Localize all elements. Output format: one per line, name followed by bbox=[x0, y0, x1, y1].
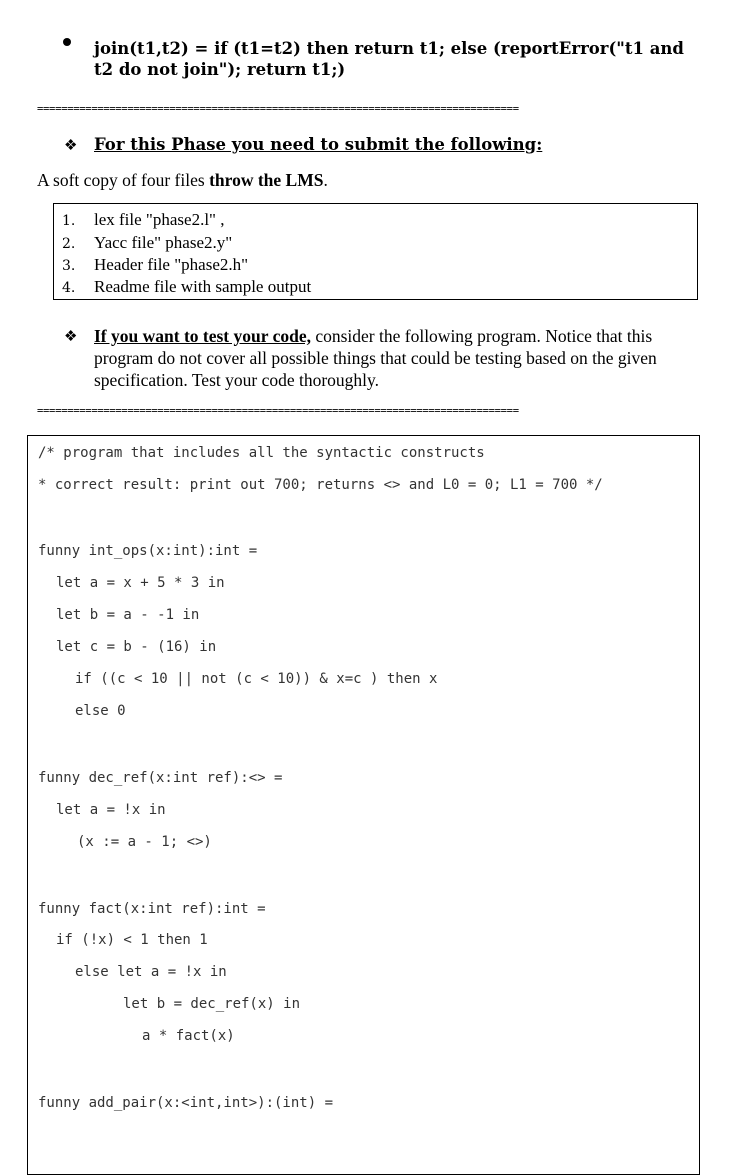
code-line: let c = b - (16) in bbox=[56, 639, 217, 655]
code-line: let a = x + 5 * 3 in bbox=[56, 575, 225, 591]
list-number: 1. bbox=[62, 213, 76, 229]
code-line: if ((c < 10 || not (c < 10)) & x=c ) then x bbox=[75, 671, 438, 687]
list-number: 3. bbox=[62, 258, 76, 274]
code-line: * correct result: print out 700; returns <> and L0 = 0; L1 = 700 */ bbox=[38, 477, 603, 493]
separator-rule: ================================================================================ bbox=[37, 103, 519, 115]
list-text: lex file "phase2.l" , bbox=[94, 210, 225, 229]
code-line: else let a = !x in bbox=[75, 964, 227, 980]
list-item bbox=[62, 255, 248, 276]
code-line: a * fact(x) bbox=[142, 1028, 235, 1044]
code-line: let b = dec_ref(x) in bbox=[123, 996, 301, 1012]
phase-heading: For this Phase you need to submit the following: bbox=[94, 135, 543, 154]
list-text: Readme file with sample output bbox=[94, 277, 312, 296]
code-box bbox=[27, 435, 700, 1175]
list-item bbox=[62, 233, 232, 254]
code-line: funny fact(x:int ref):int = bbox=[38, 901, 266, 917]
list-text: Yacc file" phase2.y" bbox=[94, 233, 233, 252]
list-number: 2. bbox=[62, 236, 76, 252]
softcopy-prefix: A soft copy of four files bbox=[37, 170, 210, 190]
file-list-box bbox=[53, 203, 698, 300]
softcopy-text bbox=[37, 169, 328, 191]
softcopy-suffix: . bbox=[323, 170, 328, 190]
test-underlined: If you want to test your code, bbox=[94, 326, 311, 346]
code-line: let a = !x in bbox=[56, 802, 166, 818]
code-line: /* program that includes all the syntactic constructs bbox=[38, 445, 485, 461]
code-line: (x := a - 1; <>) bbox=[77, 834, 212, 850]
code-line: if (!x) < 1 then 1 bbox=[56, 932, 208, 948]
list-number: 4. bbox=[62, 280, 76, 296]
code-line: let b = a - -1 in bbox=[56, 607, 200, 623]
softcopy-bold: throw the LMS bbox=[209, 170, 324, 190]
code-line: funny add_pair(x:<int,int>):(int) = bbox=[38, 1095, 334, 1111]
test-rest: consider the following program. Notice that this program do not cover all possible things that could be testing based on the given specification. Test your code thoroughly. bbox=[94, 326, 657, 390]
join-rule-text: join(t1,t2) = if (t1=t2) then return t1; else (reportError("t1 and t2 do not join"); return t1;) bbox=[94, 39, 684, 79]
test-paragraph bbox=[94, 325, 694, 391]
code-line: funny dec_ref(x:int ref):<> = bbox=[38, 770, 283, 786]
list-item bbox=[62, 210, 224, 231]
list-item bbox=[62, 277, 311, 298]
diamond-bullet-icon: ❖ bbox=[64, 327, 78, 345]
diamond-bullet-icon: ❖ bbox=[64, 136, 78, 154]
bullet-icon bbox=[63, 38, 71, 46]
code-line: funny int_ops(x:int):int = bbox=[38, 543, 258, 559]
list-text: Header file "phase2.h" bbox=[94, 255, 249, 274]
code-line: else 0 bbox=[75, 703, 126, 719]
separator-rule: ================================================================================ bbox=[37, 405, 519, 417]
